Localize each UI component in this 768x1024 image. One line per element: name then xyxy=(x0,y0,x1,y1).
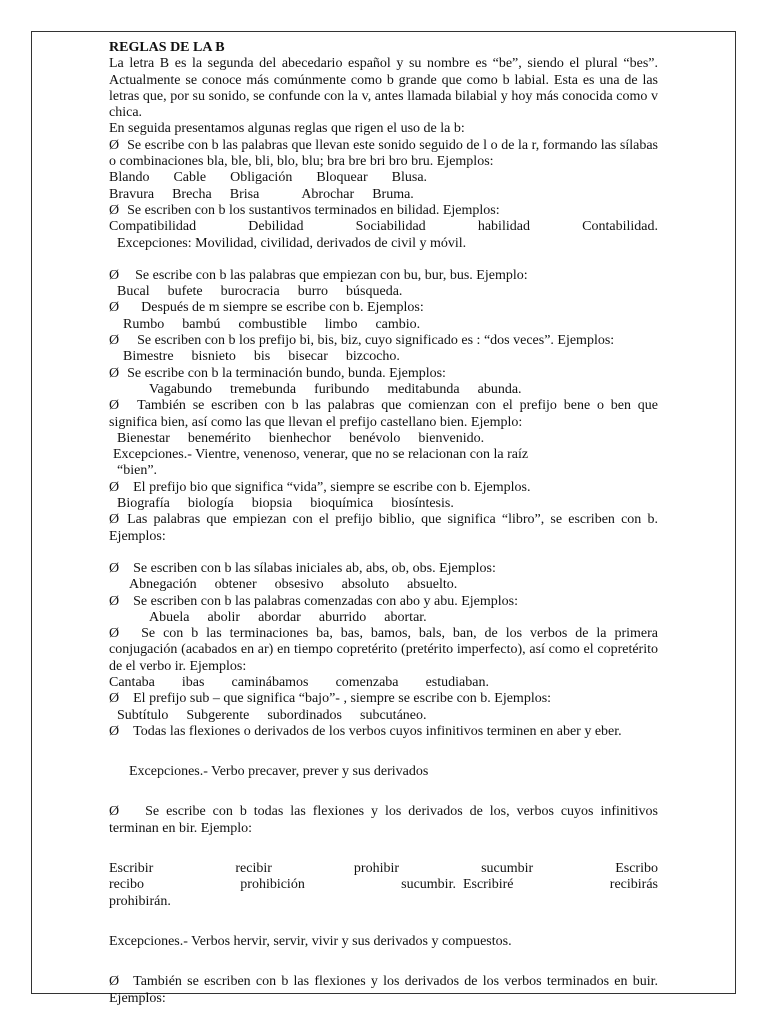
rule-text: Ø También se escriben con b las flexiones y los derivados de los verbos terminados en buir. Ejemplos: xyxy=(109,974,658,1006)
examples-row: Biografía biología biopsia bioquímica biosíntesis. xyxy=(117,496,454,512)
bullet-mark: Ø xyxy=(109,974,120,990)
rule-text: Ø Se escribe con b la terminación bundo, bunda. Ejemplos: xyxy=(109,365,446,381)
rule-text: Ø Se escribe con b las palabras que empiezan con bu, bur, bus. Ejemplo: xyxy=(109,267,528,283)
intro-paragraph: En seguida presentamos algunas reglas que rigen el uso de la b: xyxy=(109,121,465,137)
rule-text: Ø Se escriben con b las palabras comenzadas con abo y abu. Ejemplos: xyxy=(109,593,518,609)
intro-paragraph: La letra B es la segunda del abecedario español y su nombre es “be”, siendo el plural “bes”. Actualmente se conoce más comúnmente como b grande que como b labial. Esta es una de las letras que, por su sonido, se confunde con la v, antes llamada bilabial y hoy más conocida como v chica. xyxy=(109,56,658,121)
examples-row: prohibirán. xyxy=(109,893,171,909)
bullet-mark: Ø xyxy=(109,560,120,576)
bullet-mark: Ø xyxy=(109,691,120,707)
examples-row: Rumbo bambú combustible limbo cambio. xyxy=(123,316,421,332)
examples-row: Cantaba ibas caminábamos comenzaba estudiaban. xyxy=(109,674,489,690)
examples-row: Compatibilidad Debilidad Sociabilidad habilidad Contabilidad. xyxy=(109,219,658,235)
exception-text: Excepciones: Movilidad, civilidad, derivados de civil y móvil. xyxy=(117,235,467,251)
bullet-mark: Ø xyxy=(109,593,120,609)
exception-text: Excepciones.- Verbos hervir, servir, vivir y sus derivados y compuestos. xyxy=(109,933,512,949)
bullet-mark: Ø xyxy=(109,512,120,528)
examples-row: Abnegación obtener obsesivo absoluto absuelto. xyxy=(129,577,458,593)
bullet-mark: Ø xyxy=(109,137,120,153)
rule-text: Ø Se con b las terminaciones ba, bas, bamos, bals, ban, de los verbos de la primera conjugación (acabados en ar) en tiempo copretérito (pretérito imperfecto), así como el copretérito de el verbo ir. Ejemplos: xyxy=(109,626,658,674)
bullet-mark: Ø xyxy=(109,300,120,316)
examples-row: Bimestre bisnieto bis bisecar bizcocho. xyxy=(123,349,400,365)
rule-text: Ø Las palabras que empiezan con el prefijo biblio, que significa “libro”, se escriben con b. Ejemplos: xyxy=(109,512,658,544)
examples-row: recibo prohibición sucumbir. Escribiré recibirás xyxy=(109,877,658,893)
rule-text: Ø Se escribe con b las palabras que llevan este sonido seguido de l o de la r, formando las sílabas o combinaciones bla, ble, bli, blo, blu; bra bre bri bro bru. Ejemplos: xyxy=(109,137,658,170)
rule-text: Ø También se escriben con b las palabras que comienzan con el prefijo bene o ben que significa bien, así como las que llevan el prefijo castellano bien. Ejemplo: xyxy=(109,398,658,430)
rule-text: Ø Se escriben con b las sílabas iniciales ab, abs, ob, obs. Ejemplos: xyxy=(109,560,496,576)
rule-text: Ø El prefijo bio que significa “vida”, siempre se escribe con b. Ejemplos. xyxy=(109,479,531,495)
bullet-mark: Ø xyxy=(109,479,120,495)
exception-text: Excepciones.- Vientre, venenoso, venerar, que no se relacionan con la raíz xyxy=(113,447,529,463)
rule-text: Ø Se escriben con b los sustantivos terminados en bilidad. Ejemplos: xyxy=(109,202,500,218)
exception-text: “bien”. xyxy=(117,463,158,479)
examples-row: Bucal bufete burocracia burro búsqueda. xyxy=(117,284,403,300)
bullet-mark: Ø xyxy=(109,398,120,414)
rule-text: Ø Se escribe con b todas las flexiones y los derivados de los, verbos cuyos infinitivos terminan en bir. Ejemplo: xyxy=(109,804,658,836)
rule-text: Ø Todas las flexiones o derivados de los verbos cuyos infinitivos terminen en aber y eber. xyxy=(109,723,622,739)
examples-row: Blando Cable Obligación Bloquear Blusa. xyxy=(109,170,428,186)
bullet-mark: Ø xyxy=(109,365,120,381)
document-content xyxy=(109,40,658,1007)
bullet-mark: Ø xyxy=(109,804,120,820)
rule-text: Ø Se escriben con b los prefijo bi, bis, biz, cuyo significado es : “dos veces”. Ejemplos: xyxy=(109,333,615,349)
bullet-mark: Ø xyxy=(109,333,120,349)
examples-row: Abuela abolir abordar aburrido abortar. xyxy=(149,609,427,625)
bullet-mark: Ø xyxy=(109,723,120,739)
bullet-mark: Ø xyxy=(109,202,120,218)
examples-row: Bienestar benemérito bienhechor benévolo bienvenido. xyxy=(117,430,485,446)
bullet-mark: Ø xyxy=(109,626,120,642)
rule-text: Ø El prefijo sub – que significa “bajo”- , siempre se escribe con b. Ejemplos: xyxy=(109,691,552,707)
exception-text: Excepciones.- Verbo precaver, prever y sus derivados xyxy=(129,764,429,780)
examples-row: Escribir recibir prohibir sucumbir Escribo xyxy=(109,861,658,877)
examples-row: Bravura Brecha Brisa Abrochar Bruma. xyxy=(109,186,414,202)
bullet-mark: Ø xyxy=(109,267,120,283)
rule-text: Ø Después de m siempre se escribe con b. Ejemplos: xyxy=(109,300,424,316)
document-title: REGLAS DE LA B xyxy=(109,40,225,55)
examples-row: Subtítulo Subgerente subordinados subcutáneo. xyxy=(117,707,427,723)
examples-row: Vagabundo tremebunda furibundo meditabunda abunda. xyxy=(149,381,522,397)
